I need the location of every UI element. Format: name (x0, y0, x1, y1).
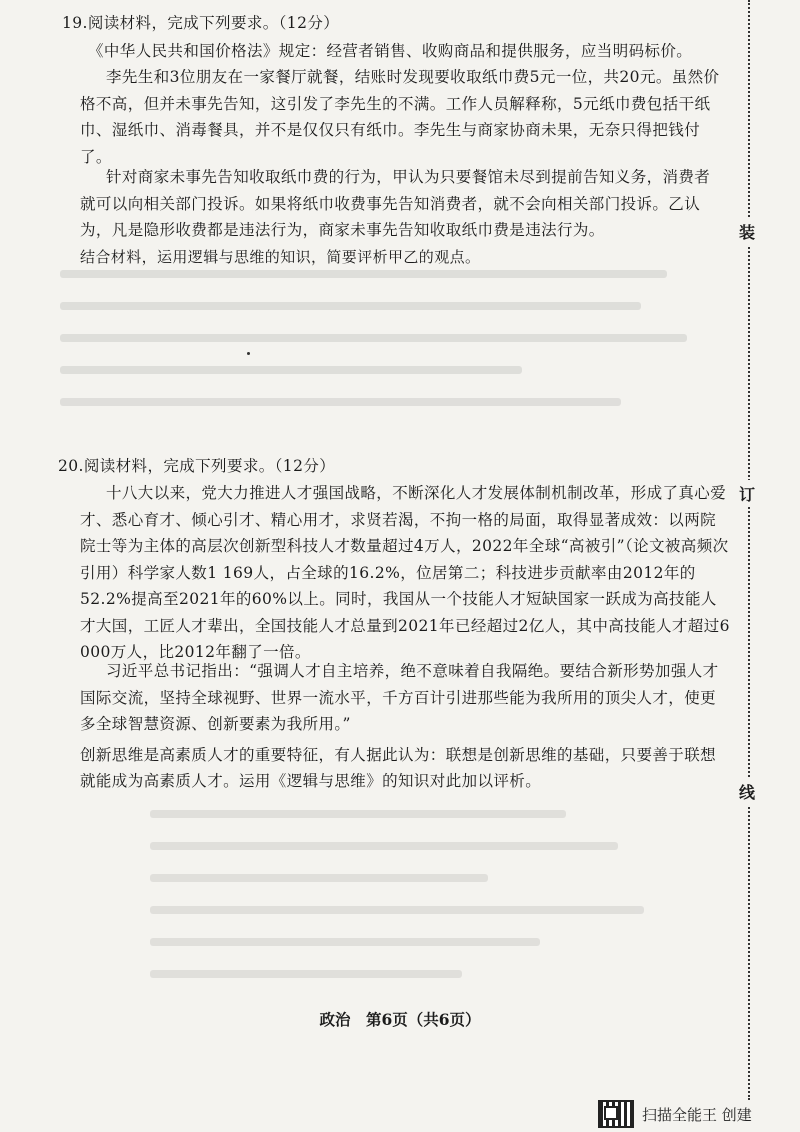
question-19-title: 19.阅读材料，完成下列要求。（12分） (62, 14, 340, 32)
question-19-prompt: 结合材料，运用逻辑与思维的知识，简要评析甲乙的观点。 (80, 248, 481, 266)
binding-label-xian: 线 (737, 778, 757, 805)
question-19-paragraph-case: 李先生和3位朋友在一家餐厅就餐，结账时发现要收取纸巾费5元一位，共20元。虽然价格不高，但并未事先告知，这引发了李先生的不满。工作人员解释称，5元纸巾费包括干纸巾、湿纸巾、消毒餐具，并不是仅仅只有纸巾。李先生与商家协商未果，无奈只得把钱付了。 (80, 68, 720, 166)
scanner-watermark: 扫描全能王 创建 (642, 1106, 752, 1124)
question-19-paragraph-law: 《中华人民共和国价格法》规定：经营者销售、收购商品和提供服务，应当明码标价。 (88, 42, 693, 60)
question-20-paragraph-quote: 习近平总书记指出：“强调人才自主培养，绝不意味着自我隔绝。要结合新形势加强人才国际交流，坚持全球视野、世界一流水平，千方百计引进那些能为我所用的顶尖人才，使更多全球智慧资源、创新要素为我所用。” (80, 662, 719, 733)
binding-dotted-line (748, 0, 750, 1100)
bleed-through-text (150, 810, 670, 1000)
question-20-title: 20.阅读材料，完成下列要求。（12分） (58, 457, 336, 475)
qr-code-icon (598, 1100, 634, 1128)
question-20-prompt: 创新思维是高素质人才的重要特征，有人据此认为：联想是创新思维的基础，只要善于联想就能成为高素质人才。运用《逻辑与思维》的知识对此加以评析。 (80, 746, 717, 790)
question-20-paragraph-talent: 十八大以来，党大力推进人才强国战略，不断深化人才发展体制机制改革，形成了真心爱才、悉心育才、倾心引才、精心用才，求贤若渴，不拘一格的局面，取得显著成效：以两院院士等为主体的高层次创新型科技人才数量超过4万人，2022年全球“高被引”（论文被高频次引用）科学家人数1 169人，占全球的16.2%，位居第二；科技进步贡献率由2012年的52.2%提高至2021年的60%以上。同时，我国从一个技能人才短缺国家一跃成为高技能人才大国，工匠人才辈出，全国技能人才总量到2021年已经超过2亿人，其中高技能人才超过6 000万人，比2012年翻了一倍。 (80, 484, 730, 661)
question-19-paragraph-views: 针对商家未事先告知收取纸巾费的行为，甲认为只要餐馆未尽到提前告知义务，消费者就可以向相关部门投诉。如果将纸巾收费事先告知消费者，就不会向相关部门投诉。乙认为，凡是隐形收费都是违法行为，商家未事先告知收取纸巾费是违法行为。 (80, 168, 711, 239)
bleed-through-text (60, 270, 720, 440)
page-footer: 政治 第6页（共6页） (319, 1010, 481, 1029)
binding-label-zhuang: 装 (737, 218, 757, 245)
ink-dot (247, 352, 250, 355)
binding-label-ding: 订 (737, 480, 757, 507)
